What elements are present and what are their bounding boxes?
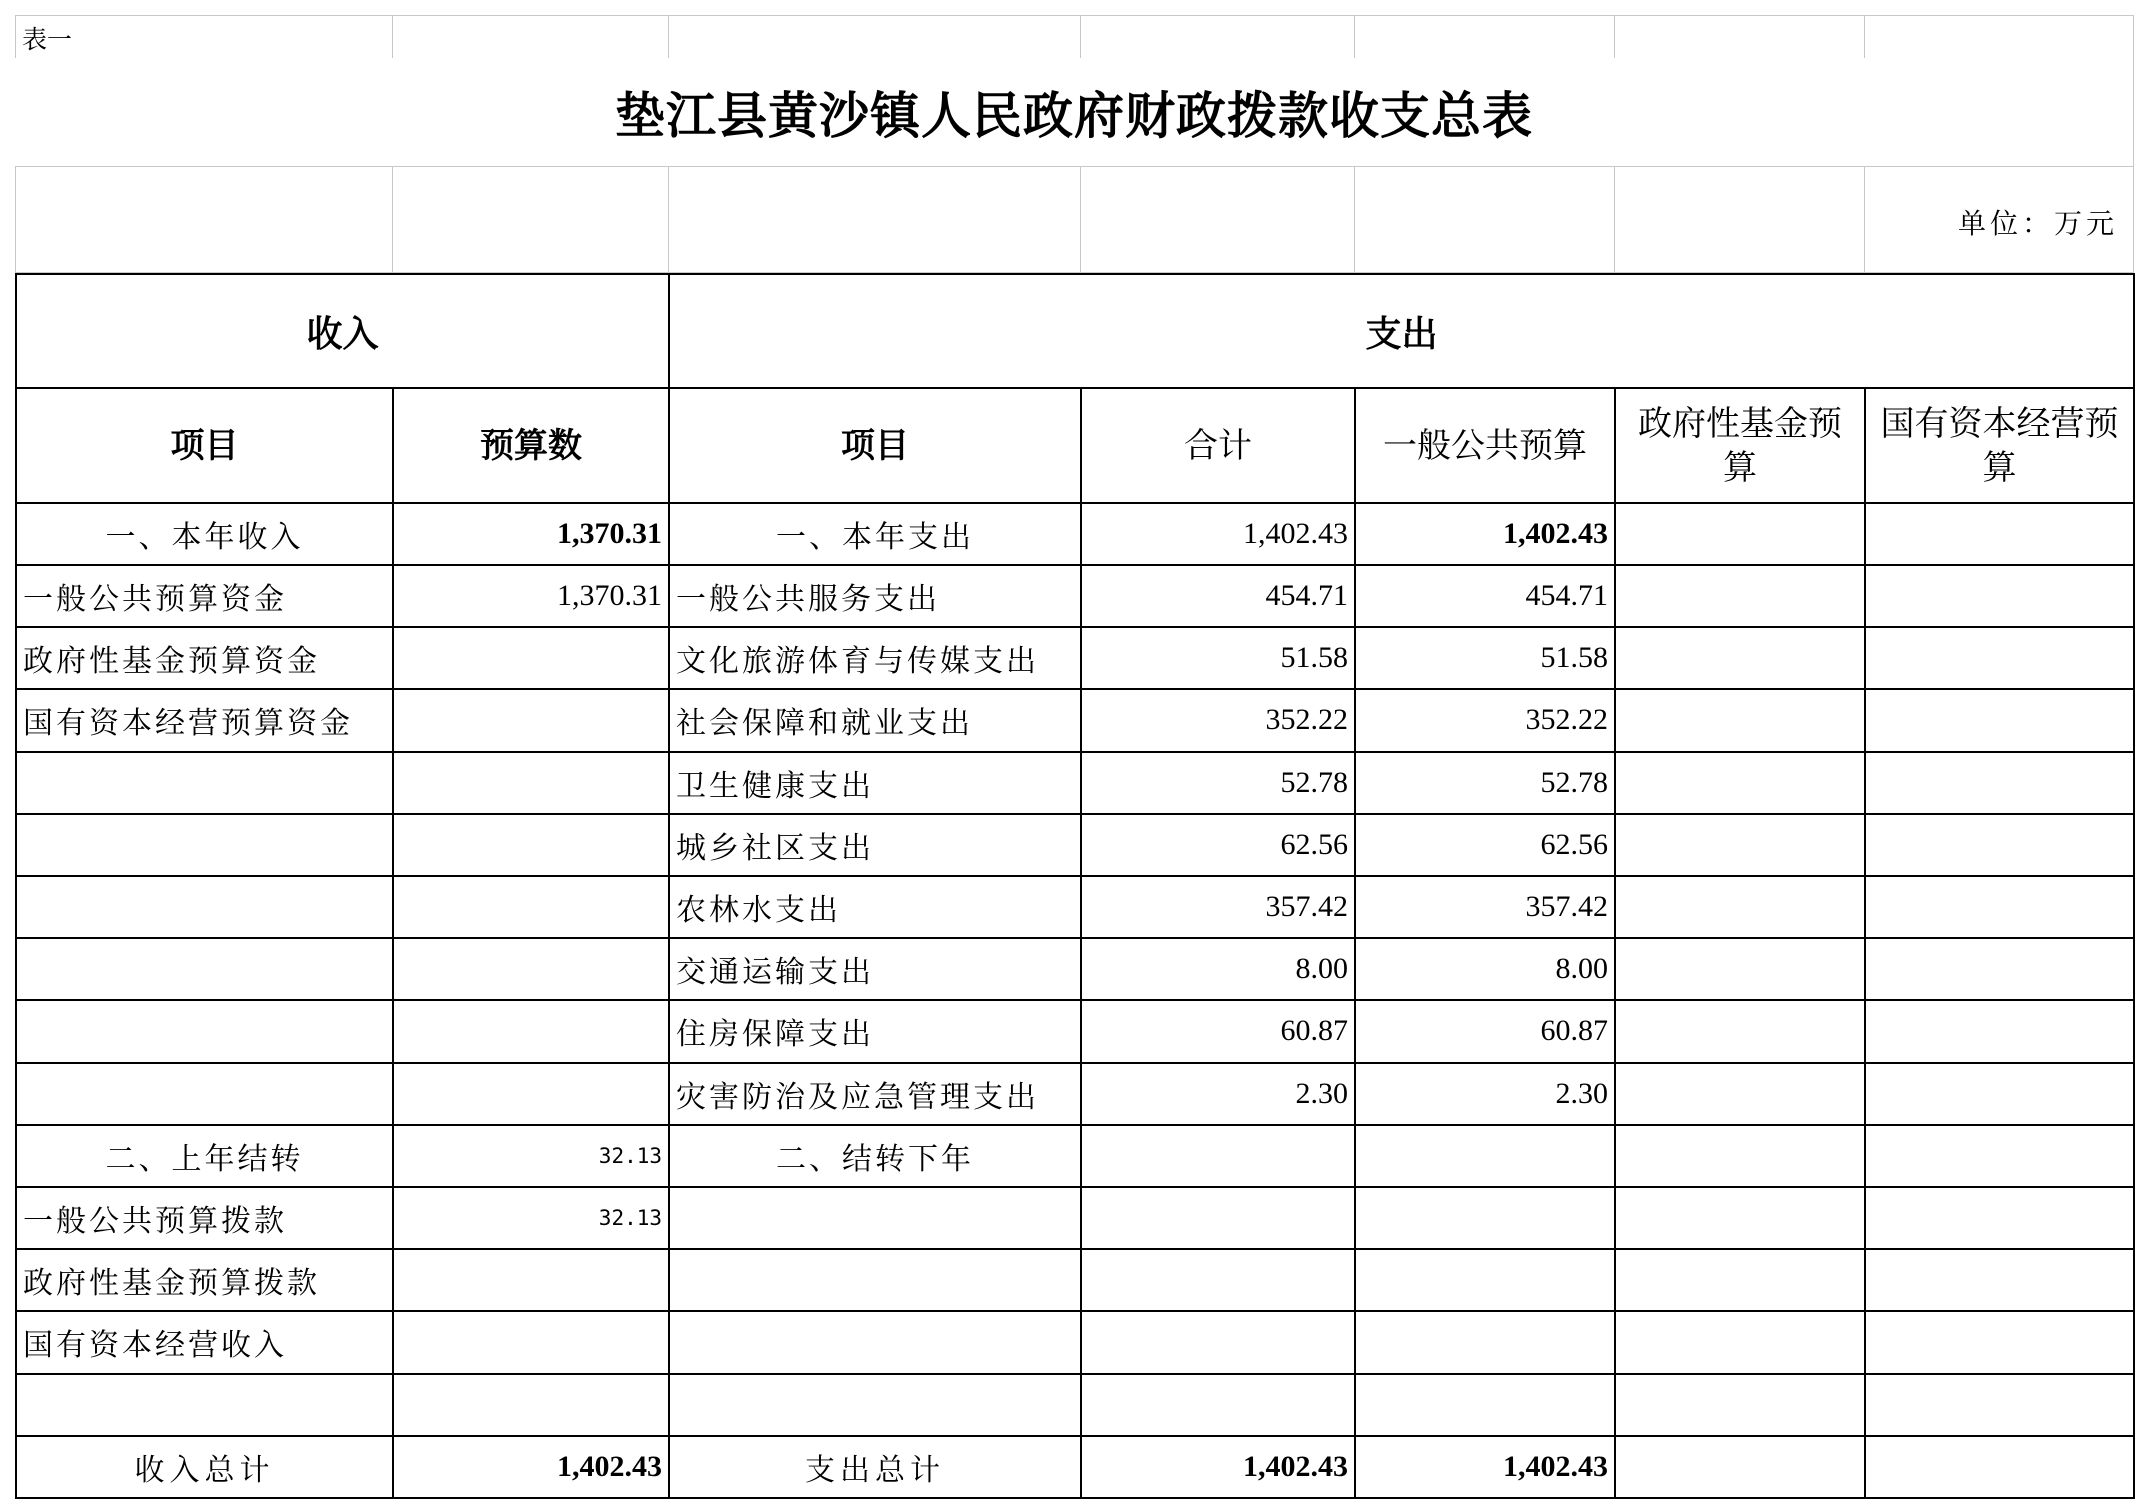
general-budget-cell: 1,402.43 [1355, 503, 1615, 565]
general-budget-cell: 8.00 [1355, 938, 1615, 1000]
income-value-cell [393, 876, 669, 938]
table-row [16, 752, 2134, 814]
expense-item-cell: 城乡社区支出 [669, 814, 1081, 876]
expense-total-cell: 51.58 [1081, 627, 1355, 689]
income-item-header: 项目 [16, 388, 393, 502]
general-budget-cell: 2.30 [1355, 1063, 1615, 1125]
income-value-cell [393, 814, 669, 876]
state-capital-budget-cell [1865, 689, 2134, 751]
expense-total-cell: 352.22 [1081, 689, 1355, 751]
table-row [16, 814, 2134, 876]
general-budget-cell: 352.22 [1355, 689, 1615, 751]
state-capital-budget-cell [1865, 1187, 2134, 1249]
expense-item-cell: 交通运输支出 [669, 938, 1081, 1000]
gov-fund-budget-cell [1615, 752, 1865, 814]
gov-fund-budget-cell [1615, 1249, 1865, 1311]
income-value-cell [393, 1249, 669, 1311]
income-value-cell [393, 938, 669, 1000]
expense-item-cell: 卫生健康支出 [669, 752, 1081, 814]
table-row [16, 565, 2134, 627]
gov-fund-budget-cell [1615, 565, 1865, 627]
income-item-cell [16, 1374, 393, 1436]
income-value-cell: 1,370.31 [393, 565, 669, 627]
gov-fund-total-cell [1615, 1436, 1865, 1498]
general-budget-cell: 52.78 [1355, 752, 1615, 814]
expense-total-cell [1081, 1249, 1355, 1311]
state-capital-budget-cell [1865, 938, 2134, 1000]
general-budget-cell [1355, 1125, 1615, 1187]
expense-item-cell: 一般公共服务支出 [669, 565, 1081, 627]
expense-total-cell: 52.78 [1081, 752, 1355, 814]
gov-fund-budget-cell [1615, 1374, 1865, 1436]
table-row [16, 1125, 2134, 1187]
table-row [16, 1311, 2134, 1373]
income-item-cell [16, 814, 393, 876]
section-header-row [16, 274, 2134, 388]
state-capital-budget-cell [1865, 503, 2134, 565]
expense-item-cell: 社会保障和就业支出 [669, 689, 1081, 751]
gov-fund-budget-cell [1615, 1311, 1865, 1373]
income-item-cell [16, 752, 393, 814]
income-value-cell [393, 689, 669, 751]
general-budget-cell: 60.87 [1355, 1000, 1615, 1062]
state-capital-budget-cell [1865, 1249, 2134, 1311]
expense-total-cell: 2.30 [1081, 1063, 1355, 1125]
totals-row [16, 1436, 2134, 1498]
income-item-cell: 二、上年结转 [16, 1125, 393, 1187]
expense-total-cell [1081, 1125, 1355, 1187]
expense-total-cell: 60.87 [1081, 1000, 1355, 1062]
income-item-cell [16, 876, 393, 938]
state-capital-budget-cell [1865, 814, 2134, 876]
income-value-cell [393, 627, 669, 689]
gov-fund-budget-cell [1615, 1000, 1865, 1062]
table-row [16, 938, 2134, 1000]
income-item-cell: 政府性基金预算拨款 [16, 1249, 393, 1311]
gov-fund-budget-cell [1615, 1187, 1865, 1249]
state-capital-budget-cell [1865, 565, 2134, 627]
table-row [16, 689, 2134, 751]
state-capital-budget-cell [1865, 752, 2134, 814]
gov-fund-budget-cell [1615, 627, 1865, 689]
state-capital-budget-cell [1865, 1311, 2134, 1373]
income-item-cell: 国有资本经营收入 [16, 1311, 393, 1373]
budget-table [15, 273, 2135, 1499]
general-budget-cell: 62.56 [1355, 814, 1615, 876]
expense-total-cell: 1,402.43 [1081, 503, 1355, 565]
income-value-cell: 32.13 [393, 1125, 669, 1187]
unit-label: 单位：万元 [1957, 207, 2118, 240]
state-capital-budget-cell [1865, 1125, 2134, 1187]
state-capital-budget-header: 国有资本经营预算 [1865, 388, 2134, 502]
income-total-value: 1,402.43 [393, 1436, 669, 1498]
table-row [16, 1249, 2134, 1311]
gov-fund-budget-cell [1615, 1063, 1865, 1125]
income-value-cell: 1,370.31 [393, 503, 669, 565]
general-budget-cell: 454.71 [1355, 565, 1615, 627]
income-value-cell [393, 752, 669, 814]
income-item-cell: 政府性基金预算资金 [16, 627, 393, 689]
general-budget-cell [1355, 1187, 1615, 1249]
table-row [16, 1374, 2134, 1436]
expense-general-total-value: 1,402.43 [1355, 1436, 1615, 1498]
expense-total-cell [1081, 1187, 1355, 1249]
state-capital-budget-cell [1865, 627, 2134, 689]
table-row [16, 876, 2134, 938]
expense-item-cell [669, 1311, 1081, 1373]
column-header-row [16, 388, 2134, 502]
income-item-cell: 一般公共预算资金 [16, 565, 393, 627]
income-value-cell: 32.13 [393, 1187, 669, 1249]
expense-section-header: 支出 [669, 274, 2134, 388]
expense-total-cell: 8.00 [1081, 938, 1355, 1000]
income-budget-header: 预算数 [393, 388, 669, 502]
income-value-cell [393, 1311, 669, 1373]
income-item-cell: 国有资本经营预算资金 [16, 689, 393, 751]
gov-fund-budget-cell [1615, 876, 1865, 938]
expense-total-header: 合计 [1081, 388, 1355, 502]
table-row [16, 627, 2134, 689]
expense-item-cell: 二、结转下年 [669, 1125, 1081, 1187]
expense-item-cell: 灾害防治及应急管理支出 [669, 1063, 1081, 1125]
expense-item-header: 项目 [669, 388, 1081, 502]
table-row [16, 1000, 2134, 1062]
expense-total-cell: 62.56 [1081, 814, 1355, 876]
expense-total-label: 支出总计 [669, 1436, 1081, 1498]
expense-item-cell: 一、本年支出 [669, 503, 1081, 565]
general-budget-cell [1355, 1249, 1615, 1311]
page-title: 垫江县黄沙镇人民政府财政拨款收支总表 [15, 58, 2133, 166]
sheet-label: 表一 [22, 25, 73, 54]
state-capital-total-cell [1865, 1436, 2134, 1498]
income-value-cell [393, 1000, 669, 1062]
expense-item-cell: 农林水支出 [669, 876, 1081, 938]
table-row [16, 1063, 2134, 1125]
income-value-cell [393, 1063, 669, 1125]
income-item-cell: 一般公共预算拨款 [16, 1187, 393, 1249]
expense-item-cell [669, 1374, 1081, 1436]
gov-fund-budget-cell [1615, 938, 1865, 1000]
income-item-cell [16, 1000, 393, 1062]
general-budget-cell [1355, 1374, 1615, 1436]
income-section-header: 收入 [16, 274, 669, 388]
gov-fund-budget-header: 政府性基金预算 [1615, 388, 1865, 502]
state-capital-budget-cell [1865, 1374, 2134, 1436]
income-item-cell: 一、本年收入 [16, 503, 393, 565]
expense-total-cell [1081, 1374, 1355, 1436]
gov-fund-budget-cell [1615, 689, 1865, 751]
expense-total-cell: 357.42 [1081, 876, 1355, 938]
general-budget-cell: 357.42 [1355, 876, 1615, 938]
expense-total-value: 1,402.43 [1081, 1436, 1355, 1498]
income-total-label: 收入总计 [16, 1436, 393, 1498]
gov-fund-budget-cell [1615, 814, 1865, 876]
income-value-cell [393, 1374, 669, 1436]
state-capital-budget-cell [1865, 1063, 2134, 1125]
general-budget-cell [1355, 1311, 1615, 1373]
general-budget-header: 一般公共预算 [1355, 388, 1615, 502]
state-capital-budget-cell [1865, 1000, 2134, 1062]
expense-item-cell [669, 1187, 1081, 1249]
table-row [16, 1187, 2134, 1249]
expense-item-cell: 文化旅游体育与传媒支出 [669, 627, 1081, 689]
table-row [16, 503, 2134, 565]
gov-fund-budget-cell [1615, 503, 1865, 565]
gov-fund-budget-cell [1615, 1125, 1865, 1187]
income-item-cell [16, 938, 393, 1000]
expense-total-cell: 454.71 [1081, 565, 1355, 627]
general-budget-cell: 51.58 [1355, 627, 1615, 689]
expense-item-cell [669, 1249, 1081, 1311]
expense-total-cell [1081, 1311, 1355, 1373]
expense-item-cell: 住房保障支出 [669, 1000, 1081, 1062]
income-item-cell [16, 1063, 393, 1125]
state-capital-budget-cell [1865, 876, 2134, 938]
